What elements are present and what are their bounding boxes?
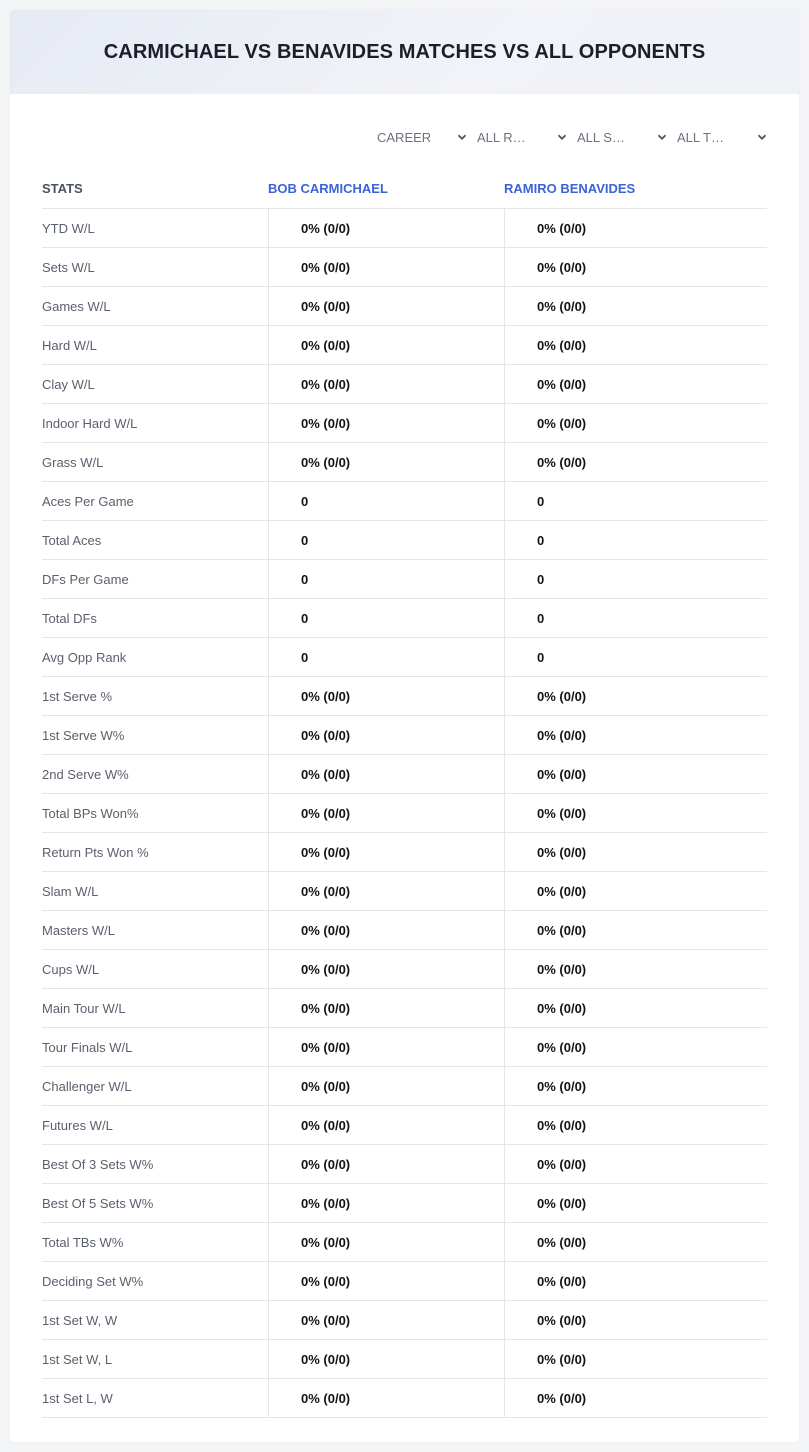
player2-value: 0% (0/0) (504, 1223, 767, 1261)
stat-label: Aces Per Game (42, 493, 134, 509)
player2-value: 0% (0/0) (504, 1379, 767, 1417)
player1-value: 0% (0/0) (268, 872, 504, 910)
player2-value: 0% (0/0) (504, 833, 767, 871)
table-row (42, 1301, 767, 1340)
table-row (42, 1262, 767, 1301)
stat-label: Clay W/L (42, 376, 95, 392)
stat-label: 1st Serve W% (42, 727, 125, 743)
player1-value: 0 (268, 638, 504, 676)
stat-label: Total Aces (42, 532, 102, 548)
player2-value: 0% (0/0) (504, 1067, 767, 1105)
player1-value: 0% (0/0) (268, 989, 504, 1027)
player2-value: 0% (0/0) (504, 248, 767, 286)
table-row (42, 521, 767, 560)
table-row (42, 443, 767, 482)
stat-label: 1st Set W, L (42, 1351, 113, 1367)
player2-value: 0% (0/0) (504, 1028, 767, 1066)
player1-value: 0% (0/0) (268, 1223, 504, 1261)
player1-value: 0% (0/0) (268, 1028, 504, 1066)
chevron-down-icon (457, 132, 467, 142)
player2-value: 0% (0/0) (504, 1262, 767, 1300)
stat-label: Total DFs (42, 610, 97, 626)
player1-value: 0% (0/0) (268, 950, 504, 988)
stat-label: Total BPs Won% (42, 805, 139, 821)
stat-label: Indoor Hard W/L (42, 415, 138, 431)
table-row (42, 638, 767, 677)
table-row (42, 287, 767, 326)
table-row (42, 599, 767, 638)
stats-card (10, 10, 799, 1442)
stat-label: 2nd Serve W% (42, 766, 129, 782)
table-row (42, 1379, 767, 1418)
table-row (42, 1028, 767, 1067)
player1-value: 0% (0/0) (268, 794, 504, 832)
stat-label: Slam W/L (42, 883, 99, 899)
player2-value: 0% (0/0) (504, 326, 767, 364)
player1-value: 0% (0/0) (268, 1145, 504, 1183)
table-row (42, 1223, 767, 1262)
card-header (10, 10, 799, 94)
player1-value: 0% (0/0) (268, 1106, 504, 1144)
stat-label: Avg Opp Rank (42, 649, 127, 665)
stat-label: Tour Finals W/L (42, 1039, 133, 1055)
stat-label: Deciding Set W% (42, 1273, 144, 1289)
player2-value: 0% (0/0) (504, 404, 767, 442)
table-row (42, 1184, 767, 1223)
table-row (42, 872, 767, 911)
player2-value: 0% (0/0) (504, 989, 767, 1027)
player1-value: 0% (0/0) (268, 716, 504, 754)
chevron-down-icon (657, 132, 667, 142)
stat-label: Masters W/L (42, 922, 115, 938)
table-row (42, 365, 767, 404)
player2-value: 0% (0/0) (504, 287, 767, 325)
player2-link[interactable]: RAMIRO BENAVIDES (504, 180, 636, 196)
table-row (42, 560, 767, 599)
player1-value: 0% (0/0) (268, 755, 504, 793)
player2-value: 0% (0/0) (504, 209, 767, 247)
stats-table (42, 168, 767, 1418)
player2-value: 0% (0/0) (504, 755, 767, 793)
table-row (42, 482, 767, 521)
player1-value: 0% (0/0) (268, 1301, 504, 1339)
table-row (42, 1067, 767, 1106)
player1-value: 0% (0/0) (268, 677, 504, 715)
table-row (42, 1145, 767, 1184)
table-row (42, 794, 767, 833)
stat-label: Best Of 5 Sets W% (42, 1195, 154, 1211)
player2-value: 0% (0/0) (504, 716, 767, 754)
player2-value: 0 (504, 638, 767, 676)
table-row (42, 755, 767, 794)
player2-value: 0 (504, 599, 767, 637)
player2-value: 0% (0/0) (504, 911, 767, 949)
stat-label: YTD W/L (42, 220, 95, 236)
filter-label: ALL S… (577, 129, 625, 145)
table-row (42, 1106, 767, 1145)
player1-value: 0% (0/0) (268, 1262, 504, 1300)
stat-label: Cups W/L (42, 961, 100, 977)
table-header (42, 168, 767, 209)
player1-value: 0% (0/0) (268, 1184, 504, 1222)
player2-value: 0% (0/0) (504, 794, 767, 832)
player2-value: 0% (0/0) (504, 1301, 767, 1339)
table-row (42, 677, 767, 716)
stat-label: Best Of 3 Sets W% (42, 1156, 154, 1172)
player1-value: 0% (0/0) (268, 833, 504, 871)
stat-label: DFs Per Game (42, 571, 129, 587)
page-title: CARMICHAEL VS BENAVIDES MATCHES VS ALL OPPONENTS (103, 40, 706, 63)
player2-value: 0 (504, 560, 767, 598)
chevron-down-icon (557, 132, 567, 142)
filter-label: ALL T… (677, 129, 724, 145)
player1-value: 0% (0/0) (268, 365, 504, 403)
player1-value: 0% (0/0) (268, 287, 504, 325)
chevron-down-icon (757, 132, 767, 142)
table-row (42, 1340, 767, 1379)
stat-label: 1st Set L, W (42, 1390, 113, 1406)
table-row (42, 326, 767, 365)
stats-column-header: STATS (42, 180, 83, 196)
player1-value: 0% (0/0) (268, 1379, 504, 1417)
player2-value: 0% (0/0) (504, 1106, 767, 1144)
filter-label: ALL R… (477, 129, 526, 145)
table-row (42, 716, 767, 755)
stat-label: Return Pts Won % (42, 844, 149, 860)
player1-value: 0% (0/0) (268, 209, 504, 247)
stat-label: Main Tour W/L (42, 1000, 126, 1016)
table-row (42, 989, 767, 1028)
tournament-filter-select[interactable] (677, 126, 767, 148)
stat-label: Games W/L (42, 298, 111, 314)
player1-value: 0 (268, 560, 504, 598)
stat-label: Futures W/L (42, 1117, 113, 1133)
filter-bar (377, 126, 767, 148)
period-filter-select[interactable] (377, 126, 467, 148)
player1-value: 0% (0/0) (268, 1067, 504, 1105)
table-row (42, 209, 767, 248)
player2-value: 0% (0/0) (504, 365, 767, 403)
player2-value: 0% (0/0) (504, 443, 767, 481)
player1-value: 0 (268, 599, 504, 637)
table-row (42, 248, 767, 287)
player1-value: 0% (0/0) (268, 443, 504, 481)
player1-value: 0 (268, 521, 504, 559)
table-body (42, 209, 767, 1418)
player2-value: 0 (504, 482, 767, 520)
player1-value: 0% (0/0) (268, 911, 504, 949)
stat-label: Sets W/L (42, 259, 95, 275)
filter-label: CAREER (377, 129, 432, 145)
table-row (42, 911, 767, 950)
player2-value: 0% (0/0) (504, 1184, 767, 1222)
stat-label: Grass W/L (42, 454, 104, 470)
player2-value: 0% (0/0) (504, 1145, 767, 1183)
round-filter-select[interactable] (477, 126, 567, 148)
table-row (42, 404, 767, 443)
stat-label: 1st Set W, W (42, 1312, 118, 1328)
stat-label: 1st Serve % (42, 688, 113, 704)
player1-value: 0% (0/0) (268, 404, 504, 442)
player2-value: 0% (0/0) (504, 1340, 767, 1378)
player2-value: 0% (0/0) (504, 950, 767, 988)
player1-value: 0% (0/0) (268, 248, 504, 286)
player1-value: 0 (268, 482, 504, 520)
table-row (42, 833, 767, 872)
stat-label: Hard W/L (42, 337, 97, 353)
player1-link[interactable]: BOB CARMICHAEL (268, 180, 388, 196)
player2-value: 0% (0/0) (504, 677, 767, 715)
player2-value: 0% (0/0) (504, 872, 767, 910)
player1-value: 0% (0/0) (268, 1340, 504, 1378)
stat-label: Total TBs W% (42, 1234, 124, 1250)
player1-value: 0% (0/0) (268, 326, 504, 364)
surface-filter-select[interactable] (577, 126, 667, 148)
table-row (42, 950, 767, 989)
player2-value: 0 (504, 521, 767, 559)
stat-label: Challenger W/L (42, 1078, 132, 1094)
